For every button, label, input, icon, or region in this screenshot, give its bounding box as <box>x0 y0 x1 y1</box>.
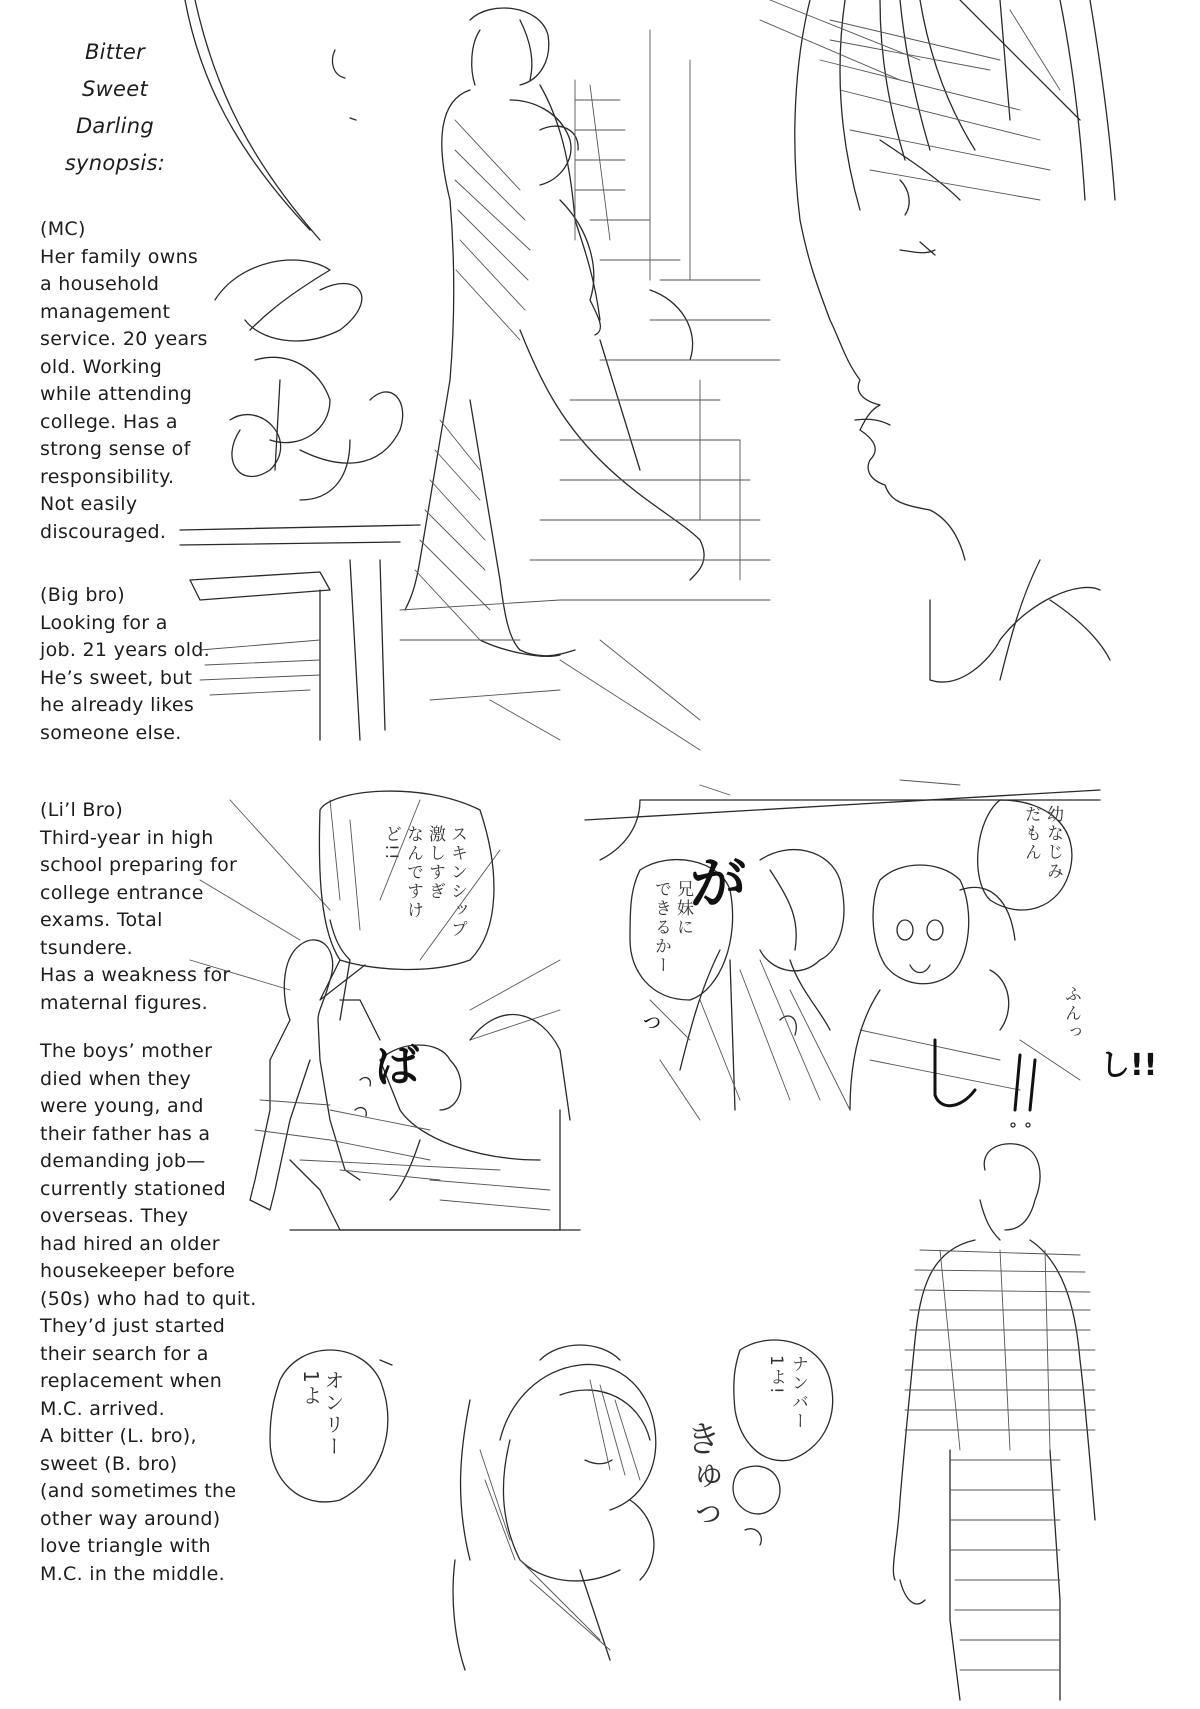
big-bro-description: (Big bro) Looking for a job. 21 years old. He’s sweet, but he already likes someone else. <box>40 584 210 744</box>
speech-bubble-sister: 兄妹に できるかー <box>651 880 693 975</box>
sfx-strokes <box>935 1040 1035 1127</box>
sfx-ga: が <box>690 852 746 917</box>
speech-bubble-skinship: スキンシップ 激しすぎ なんですけど!! <box>381 825 467 939</box>
scribble-left <box>215 260 403 500</box>
sfx-ba: ば <box>375 1041 419 1092</box>
top-left-arc-sketch <box>185 0 356 240</box>
sfx-shi: し!! <box>1100 1048 1158 1083</box>
speech-bubble-number: ナンバー 1よ! <box>766 1355 808 1431</box>
panel-walking-sketch <box>893 1144 1095 1700</box>
sfx-hon: ふんっ <box>1061 985 1081 1042</box>
speech-bubble-sorry: オンリー 1よ <box>299 1370 345 1458</box>
speech-bubble-childhood: 幼なじみ だもん <box>1021 805 1063 881</box>
synopsis-title: Bitter Sweet Darling synopsis: <box>64 40 166 175</box>
panel-profile-sketch <box>760 0 1115 682</box>
mc-description: (MC) Her family owns a household management service. 20 years old. Working while attending college. Has a strong sense of responsibility. Not easily discouraged. <box>40 218 208 543</box>
panel-carry-sketch <box>180 8 780 750</box>
sfx-sweat: っ <box>640 1006 664 1034</box>
story-description: The boys’ mother died when they were young, and their father has a demanding job— currently stationed overseas. They had hired an older housekeeper before (50s) who had to quit. They’d just started their search for a replacement when M.C. arrived. A bitter (L. bro), sweet (B. bro) (and sometimes the other way around) love triangle with M.C. in the middle. <box>40 1040 257 1585</box>
lil-bro-description: (Li’l Bro) Third-year in high school preparing for college entrance exams. Total tsundere. Has a weakness for maternal figures. <box>40 799 238 1014</box>
panel-hug-sketch <box>270 1340 833 1670</box>
sfx-kyu: きゅっ <box>680 1420 721 1534</box>
